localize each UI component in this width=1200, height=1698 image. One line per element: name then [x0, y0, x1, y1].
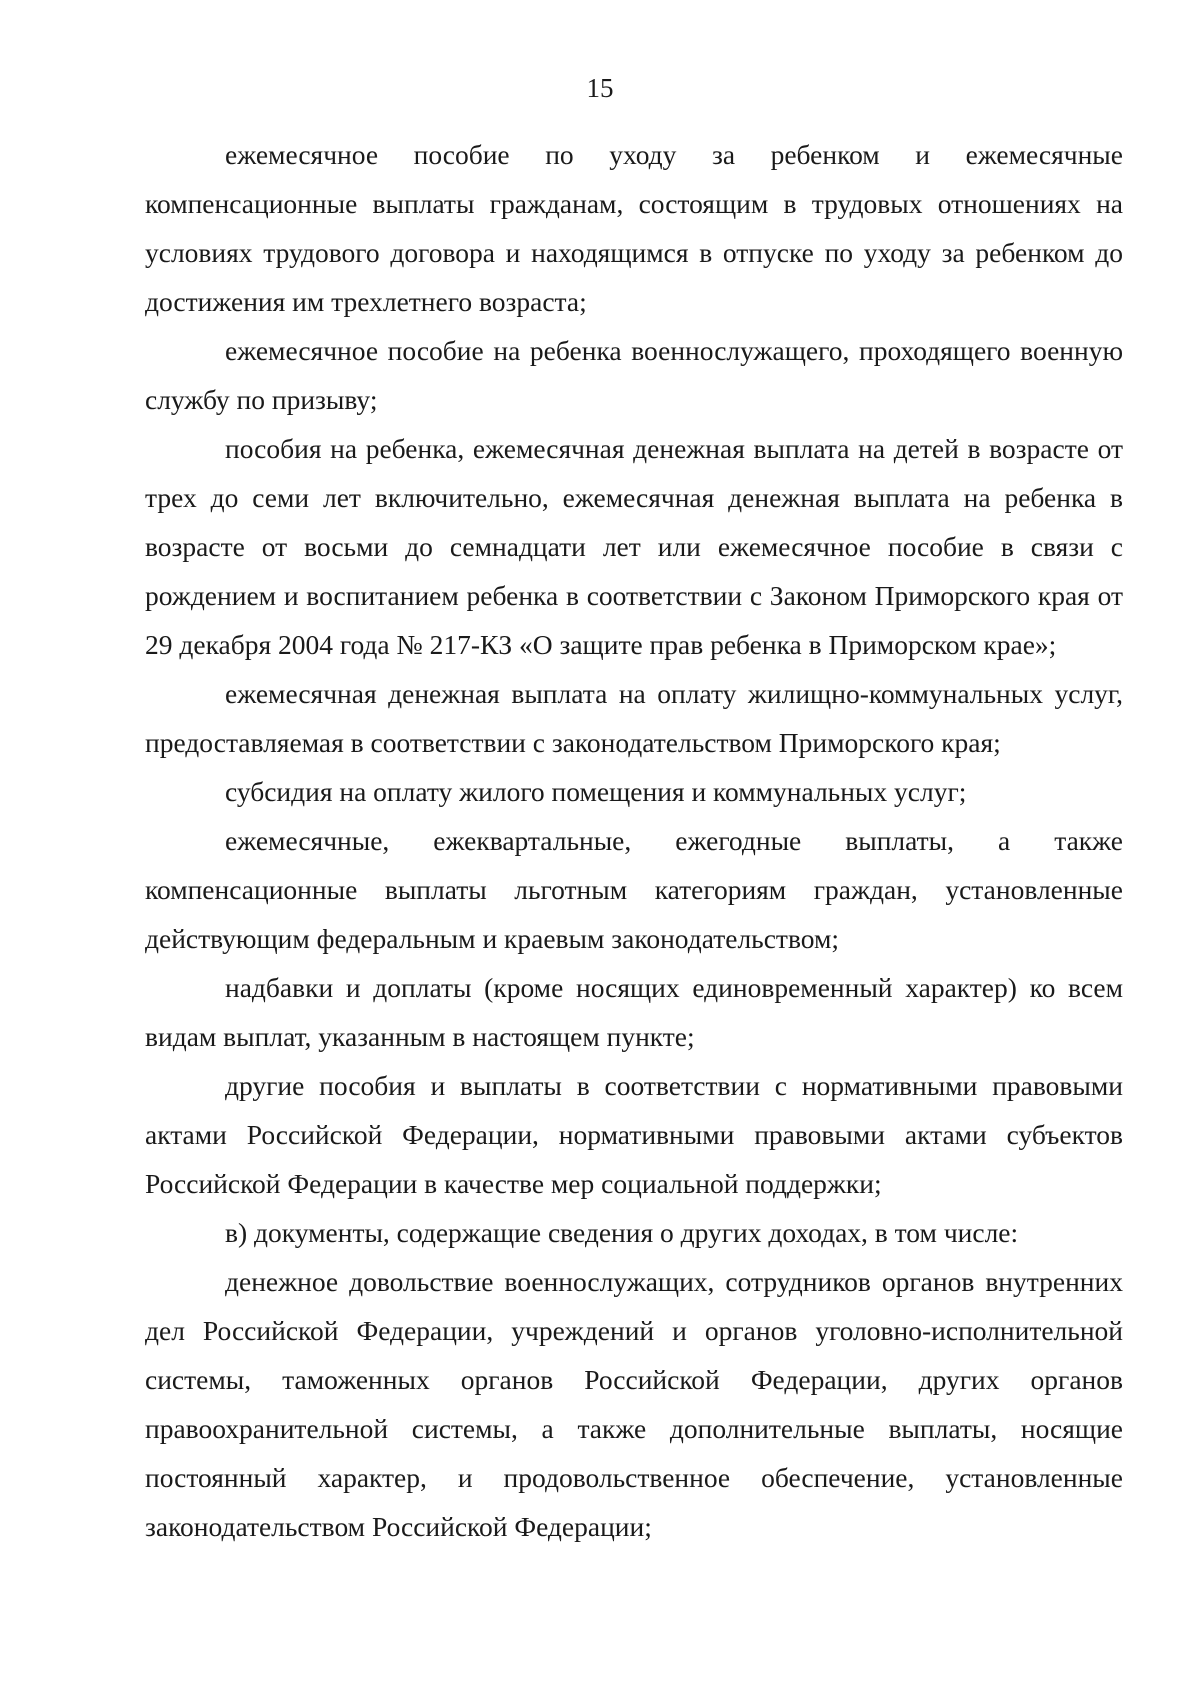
paragraph-supplements: надбавки и доплаты (кроме носящих единовременный характер) ко всем видам выплат, указанным в настоящем пункте; [145, 972, 1123, 1052]
paragraph-housing-subsidy: субсидия на оплату жилого помещения и коммунальных услуг; [225, 776, 967, 807]
paragraph-periodic-payments: ежемесячные, ежеквартальные, ежегодные выплаты, а также компенсационные выплаты льготным категориям граждан, установленные действующим федеральным и краевым законодательством; [145, 825, 1123, 954]
paragraph-housing-utilities-payment: ежемесячная денежная выплата на оплату жилищно-коммунальных услуг, предоставляемая в соответствии с законодательством Приморского края; [145, 678, 1123, 758]
paragraph-monetary-allowance: денежное довольствие военнослужащих, сотрудников органов внутренних дел Российской Федерации, учреждений и органов уголовно-исполнительной системы, таможенных органов Российской Федерации, других органов правоохранительной системы, а также дополнительные выплаты, носящие постоянный характер, и продовольственное обеспечение, установленные законодательством Российской Федерации; [145, 1266, 1123, 1542]
paragraph-conscript-child-allowance: ежемесячное пособие на ребенка военнослужащего, проходящего военную службу по призыву; [145, 335, 1123, 415]
paragraph-other-benefits: другие пособия и выплаты в соответствии с нормативными правовыми актами Российской Федерации, нормативными правовыми актами субъектов Российской Федерации в качестве мер социальной поддержки; [145, 1070, 1123, 1199]
document-body [145, 130, 1123, 1551]
paragraph-childcare-allowance: ежемесячное пособие по уходу за ребенком и ежемесячные компенсационные выплаты гражданам, состоящим в трудовых отношениях на условиях трудового договора и находящимся в отпуске по уходу за ребенком до достижения им трехлетнего возраста; [145, 139, 1123, 317]
paragraph-other-income-documents: в) документы, содержащие сведения о других доходах, в том числе: [225, 1217, 1019, 1248]
paragraph-child-benefits: пособия на ребенка, ежемесячная денежная выплата на детей в возрасте от трех до семи лет включительно, ежемесячная денежная выплата на ребенка в возрасте от восьми до семнадцати лет или ежемесячное пособие в связи с рождением и воспитанием ребенка в соответствии с Законом Приморского края от 29 декабря 2004 года № 217-КЗ «О защите прав ребенка в Приморском крае»; [145, 433, 1123, 660]
page-number: 15 [586, 73, 614, 103]
